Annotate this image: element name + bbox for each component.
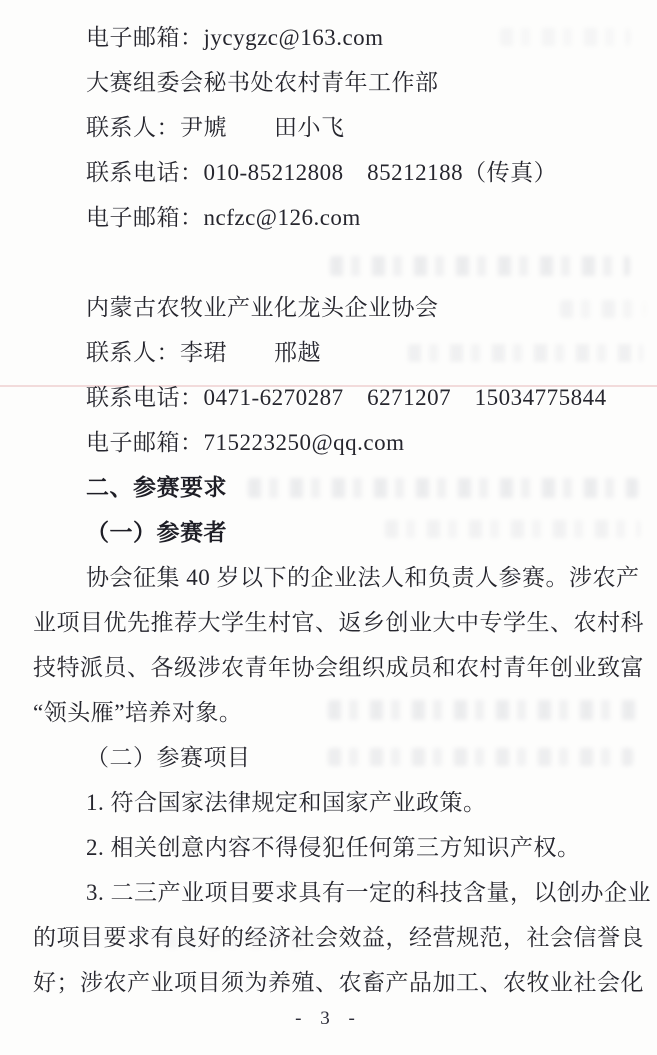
heading-line: 二、参赛要求: [86, 475, 227, 500]
text-line: 的项目要求有良好的经济社会效益，经营规范，社会信誉良: [33, 925, 644, 950]
text-line: 1. 符合国家法律规定和国家产业政策。: [86, 790, 487, 815]
text-line: 联系电话：010-85212808 85212188（传真）: [86, 160, 558, 185]
text-line: 电子邮箱：715223250@qq.com: [86, 430, 405, 455]
text-line: 业项目优先推荐大学生村官、返乡创业大中专学生、农村科: [33, 610, 644, 635]
heading-line: （一）参赛者: [86, 520, 227, 545]
text-line: 电子邮箱：ncfzc@126.com: [86, 205, 361, 230]
text-line: 3. 二三产业项目要求具有一定的科技含量，以创办企业: [86, 880, 651, 905]
document-body: [0, 13, 657, 1003]
text-line: 联系电话：0471-6270287 6271207 15034775844: [86, 385, 607, 410]
text-line: 技特派员、各级涉农青年协会组织成员和农村青年创业致富: [33, 655, 644, 680]
text-line: 联系人：李珺 邢越: [86, 340, 321, 365]
text-line: 2. 相关创意内容不得侵犯任何第三方知识产权。: [86, 835, 581, 860]
text-line: 好；涉农产业项目须为养殖、农畜产品加工、农牧业社会化: [33, 970, 644, 995]
page-number: - 3 -: [295, 1008, 362, 1029]
text-line: （二）参赛项目: [86, 745, 251, 770]
text-line: “领头雁”培养对象。: [33, 700, 243, 725]
text-line: 电子邮箱：jycygzc@163.com: [86, 25, 384, 50]
text-line: 协会征集 40 岁以下的企业法人和负责人参赛。涉农产: [86, 565, 640, 590]
text-line: 内蒙古农牧业产业化龙头企业协会: [86, 295, 439, 320]
text-line: 联系人：尹虓 田小飞: [86, 115, 345, 140]
text-line: 大赛组委会秘书处农村青年工作部: [86, 70, 439, 95]
text-line: [0, 238, 657, 283]
